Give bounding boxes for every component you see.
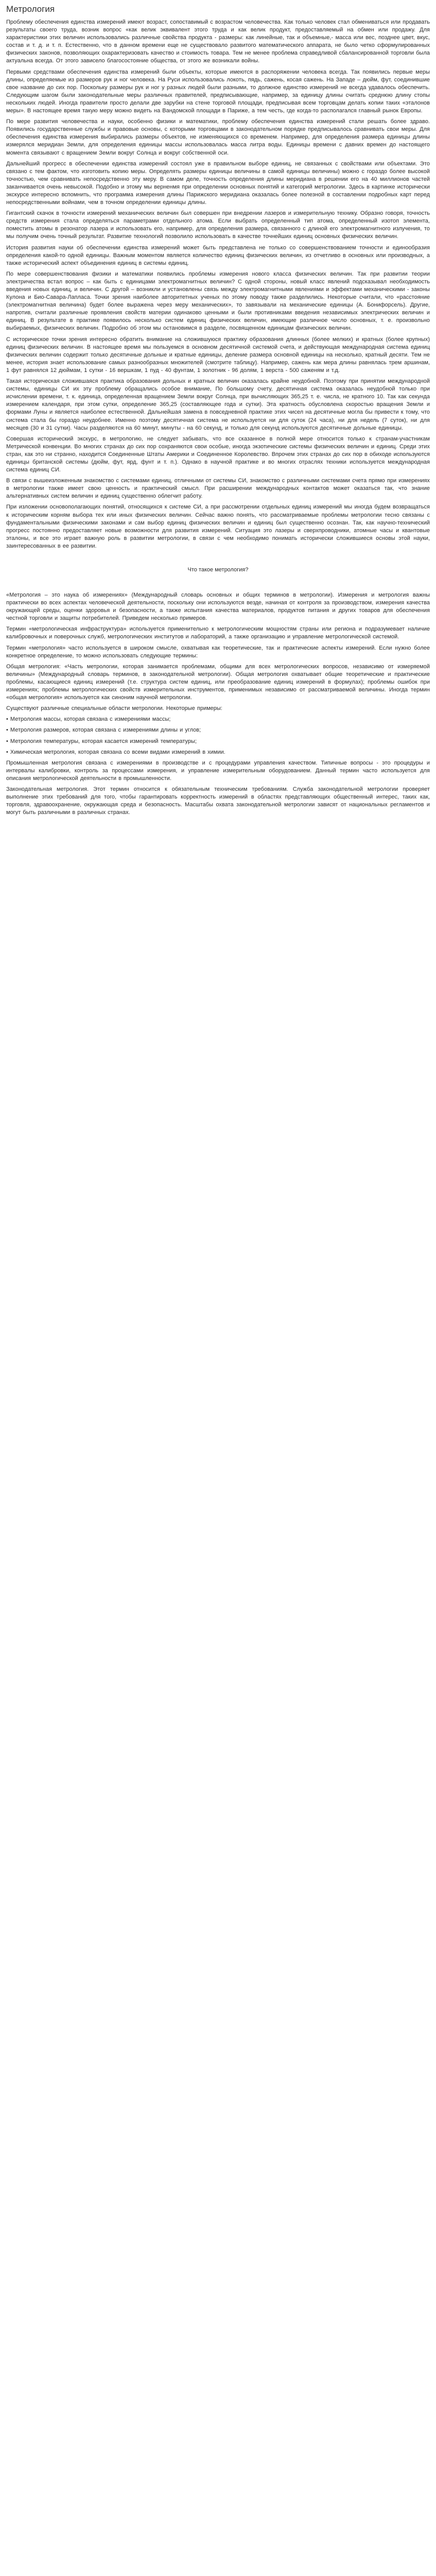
paragraph: Проблему обеспечения единства измерений имеют возраст, сопоставимый с возрастом человечества. Как только человек стал обмениваться или продавать результаты своего труда, возник вопрос «как велик эквивалент этого труда и как велик продукт, предоставляемый на обмен или продажу. Для характеристики этих величин использовались различные свойства продукта - размеры: как линейные, так и объемные,- масса или вес, позднее цвет, вкус, состав и т. д. и т. п. Естественно, что в данном времени еще не существовало развитого математического аппарата, не было четко сформулированных физических законов, позволяющих охарактеризовать качество и стоимость товара. Тем не менее проблема справедливой сбалансированной торговли была актуальна всегда. От этого зависело благосостояние общества, от этого же возникали войны. bbox=[6, 19, 430, 64]
document-title: Метрология bbox=[6, 4, 55, 14]
paragraph: Промышленная метрология связана с измерениями в производстве и с процедурами управления качеством. Типичные вопросы - это процедуры и интервалы калибровки, контроль за процессами измерения, и управление измерительным оборудованием. Данный термин часто используется для описания метрологической деятельности в промышленности. bbox=[6, 759, 430, 782]
document-page bbox=[0, 0, 436, 820]
paragraph: При изложении основополагающих понятий, относящихся к системе СИ, а при рассмотрении отдельных единиц измерений мы иногда будем возвращаться к историческим корням выбора тех или иных физических величин. Сейчас важно понять, что рассматриваемые проблемы метрологии тесно связаны с фундаментальными физическими законами и сам выбор единиц физических величин и единиц был существенно осознан. Так, как научно-технический прогресс постоянно предоставляет новые возможности для развития измерений. Ситуация это лазеры и сверхпроводники, атомные часы и квантовые эталоны, и все это играет важную роль в развитии метрологии, в связи с чем необходимо понимать исторически сложившиеся основы этой науки, заинтересованных в ее развитии. bbox=[6, 504, 430, 549]
essay-part-1 bbox=[6, 19, 430, 550]
paragraph: Термин «метрология» часто используется в широком смысле, охватывая как теоретические, так и практические аспекты измерений. Если нужно более конкретное определение, то можно использовать следующие термины: bbox=[6, 645, 430, 659]
paragraph: • Метрология массы, которая связана с измерениями массы; bbox=[6, 716, 171, 723]
paragraph: Общая метрология: «Часть метрологии, которая занимается проблемами, общими для всех метрологических вопросов, независимо от измеряемой величины» (Международный словарь терминов, в законодательной метрологии). Общая метрология охватывает общие теоретические и практические проблемы, касающиеся единиц измерений (т.е. структура систем единиц, или преобразование единиц измерений в формулах); проблемы ошибок при измерениях; проблемы метрологических свойств измерительных инструментов, применимых независимо от рассматриваемой величины. Иногда термин «общая метрология» используется как синоним научной метрологии. bbox=[6, 663, 430, 701]
paragraph: • Метрология размеров, которая связана с измерениями длины и углов; bbox=[6, 727, 201, 734]
paragraph: История развития науки об обеспечении единства измерений может быть представлена не только со совершенствованием точности и единообразия определения какой-то одной единицы. Важным моментом является количество единиц физических величин, из отчетливо в основных или производных, а также исторический аспект объединения единиц в системы единиц. bbox=[6, 244, 430, 266]
paragraph: С историческое точки зрения интересно обратить внимание на сложившуюся практику образования длинных (более мелких) и кратных (более крупных) единиц физических величин. В настоящее время мы пользуемся в основном десятичной системой счета, и действующая международная система единиц физических величин содержит только десятичные дольные и кратные единицы, деление размера основной единицы на несколько, кратный десяти. Тем не менее, история знает использование самых разнообразных множителей (смотрите таблицу). Например, сажень как мера длины равнялась трем аршинам, 1 фут равнялся 12 дюймам, 1 сутки - 16 вершкам, 1 пуд - 40 фунтам, 1 золотник - 96 долям, 1 верста - 500 саженям и т.д. bbox=[6, 336, 430, 374]
paragraph: Термин «метрологическая инфраструктура» используется применительно к метрологическим мощностям страны или региона и подразумевает наличие калибровочных и поверочных служб, метрологических институтов и лабораторий, а также организацию и управление метрологической системой. bbox=[6, 626, 430, 640]
paragraph: Гигантский скачок в точности измерений механических величин был совершен при внедрении лазеров и измерительную технику. Образно говоря, точность средств измерения стала определяться параметрами отдельного атома. Если выбрать определенный тип атома, определенный изотоп элемента, поместить атомы в резонатор лазера и использовать его, например, для определения размера, связанного с длиной его электромагнитного излучения, то мы получим очень точный результат. Развитие технологий позволило использовать в качестве точнейших единиц основных физических величин. bbox=[6, 210, 430, 240]
paragraph: Существуют различные специальные области метрологии. Некоторые примеры: bbox=[6, 705, 222, 712]
paragraph: Такая историческая сложившаяся практика образования дольных и кратных величин оказалась крайне неудобной. Поэтому при принятии международной системы, единицы СИ их эту проблему обращались особое внимание, По большому счету, десятичная система оказалась неудобной только при исчислении времени, т. к. единица, определенная вращением Земли вокруг Солнца, при вычисляющих 365,25 т. е. числа, не кратного 10. Так как секунда измерением календаря, при этом сутки, определение 365,25 (составляющее года и сутки). Эта кратность обусловлена скоростью вращения Земли и формами Луны и является наиболее естественной. Дальнейшая замена в повседневной практике этих чисел на десятичные могла бы привести к тому, что система стала бы гораздо неудобнее. Именно поэтому десятичная система не используется ни для суток (24 часа), ни для недель (7 суток), ни для месяцев (30 и 31 сутки). Часы разделяются на 60 минут, минуты - на 60 секунд, и только для секунд используются десятичные дольные единицы. bbox=[6, 378, 430, 431]
section-heading: Что такое метрология? bbox=[187, 567, 249, 573]
paragraph: Законодательная метрология. Этот термин относится к обязательным техническим требованиям. Служба законодательной метрологии проверяет выполнение этих требований для того, чтобы гарантировать корректность измерений в областях представляющих общественный интерес, таких как, торговля, здравоохранение, окружающая среда и безопасность. Масштабы охвата законодательной метрологии зависят от национальных регламентов и могут быть различными в различных странах. bbox=[6, 786, 430, 816]
paragraph: «Метрология – это наука об измерениях» (Международный словарь основных и общих терминов в метрологии). Измерения и метрология важны практически во всех аспектах человеческой деятельности, поскольку они используются везде, начиная от контроля за производством, измерения качества окружающей среды, оценки здоровья и безопасности, а также испытания качества материалов, продуктов питания и других товаров для обеспечения честной торговли и защиты потребителей. Приведем несколько примеров. bbox=[6, 592, 430, 622]
paragraph: Дальнейший прогресс в обеспечении единства измерений состоял уже в правильном выборе единиц, не связанных с свойствами или объектами. Это связано с тем фактом, что изготовить копию меры. Определять размеры единицы величины в самой единицы величины) можно с гораздо более высокой точностью, чем сравнивать непосредственно эту меру. В самом деле, точность определения длины меридиана в решении его на 40 миллионов частей заканчивается очень невысокой. Подобно и этому мы верненмя при определении основных понятий и категорий метрологии. Здесь в картинке исторически экскурсе интересно вспомнить, что программа измерения длины Парижского меридиана оказалась более полезной в составлении подробных карт перед непосредственными войнами, чем в точном определении единицы длины. bbox=[6, 160, 430, 206]
paragraph: В связи с вышеизложенным знакомство с системами единиц, отличными от системы СИ, знакомство с различными системами счета прямо при измерениях в метрологии также имеет свою ценность и практический смысл. При расширении международных контактов может оказаться так, что знание альтернативных систем величин и единиц существенно облегчит работу. bbox=[6, 478, 430, 500]
paragraph: По мере развития человечества и науки, особенно физики и математики, проблему обеспечения единства измерений стали решать более здраво. Появились государственные службы и правовые основы, с которыми торговцами в законодательном порядке предписывалось сравнивать свои меры. Для обеспечения единства измерения выбирались размеры объектов, не изменяющихся со временем. Например, для определения размера единицы длины измерялся меридиан Земли, для определения единицы массы использовалась масса литра воды. Единицы времени с давних времен до настоящего момента связывают с вращением Земли вокруг Солнца и вокруг собственной оси. bbox=[6, 118, 430, 156]
paragraph: • Метрология температуры, которая касается измерений температуры; bbox=[6, 738, 197, 744]
paragraph: Совершая исторический экскурс, в метрологию, не следует забывать, что все сказанное в полной мере относится только к странам-участникам Метрической конвенции. Во многих странах до сих пор сохраняются свои особые, иногда экзотические системы физических величин и единиц. Среди этих стран, как это ни странно, находится Соединенные Штаты Америки и Соединенное Королевство. Впрочем этих странах до сих пор в обиходе используются единицы британской системы (дюйм, фут, ярд, фунт и т. п.). Однако в научной практике и во многих отраслях техники используется международная система единиц СИ. bbox=[6, 435, 430, 473]
paragraph: Первыми средствами обеспечения единства измерений были объекты, которые имеются в распоряжении человека всегда. Так появились первые меры длины, определяемые из размеров рук и ног человека. На Руси использовались локоть, пядь, сажень, косая сажень. На Западе – дюйм, фут, соединившие свое название до сих пор. Поскольку размеры рук и ног у разных людей были разными, то должное единство измерений не всегда удавалось обеспечить. Следующим шагом были законодательные меры различных правителей, предписывающие, например, за единицу длины считать среднюю длину стопы нескольких людей. Иногда правители просто делали две зарубки на стене торговой площади, предписывая всем торговцам делать копии таких «эталонов меры». В настоящее время такую меру можно видеть на Вандомской площади в Париже, а тем честь, где когда-то располагался главный рынок Европы. bbox=[6, 69, 430, 114]
essay-part-2 bbox=[6, 591, 430, 817]
paragraph: • Химическая метрология, которая связана со всеми видами измерений в химии. bbox=[6, 749, 225, 755]
paragraph: По мере совершенствования физики и математики появились проблемы измерения нового класса физических величин. Так при развитии теории электричества встал вопрос – как быть с единицами электромагнитных величин? С одной стороны, новый класс явлений подсказывал необходимость введения новых единиц, и величин. С другой – возникли и установлены связь между электромагнитными явлениями и эффектами механическими - законы Кулона и Био-Савара-Лапласа. Точки зрения наиболее авторитетных ученых по этому поводу также разделились. Некоторые считали, что «расстояние (электромагнитная величина) будет более выражена через меру механических», то завязывали на механические единицы (А. Бонифорсель). Другие, напротив, считали различные проявления свойств материи одинаково ценными и были противниками введения независимых электрических величин и единиц. В результате в практике появилось несколько систем единиц физических величин, имеющие различное число основных, т. е. произвольно выбираемых, физических величин. Подробно об этом мы остановимся в разделе, посвященном единицам физических величин. bbox=[6, 270, 430, 332]
